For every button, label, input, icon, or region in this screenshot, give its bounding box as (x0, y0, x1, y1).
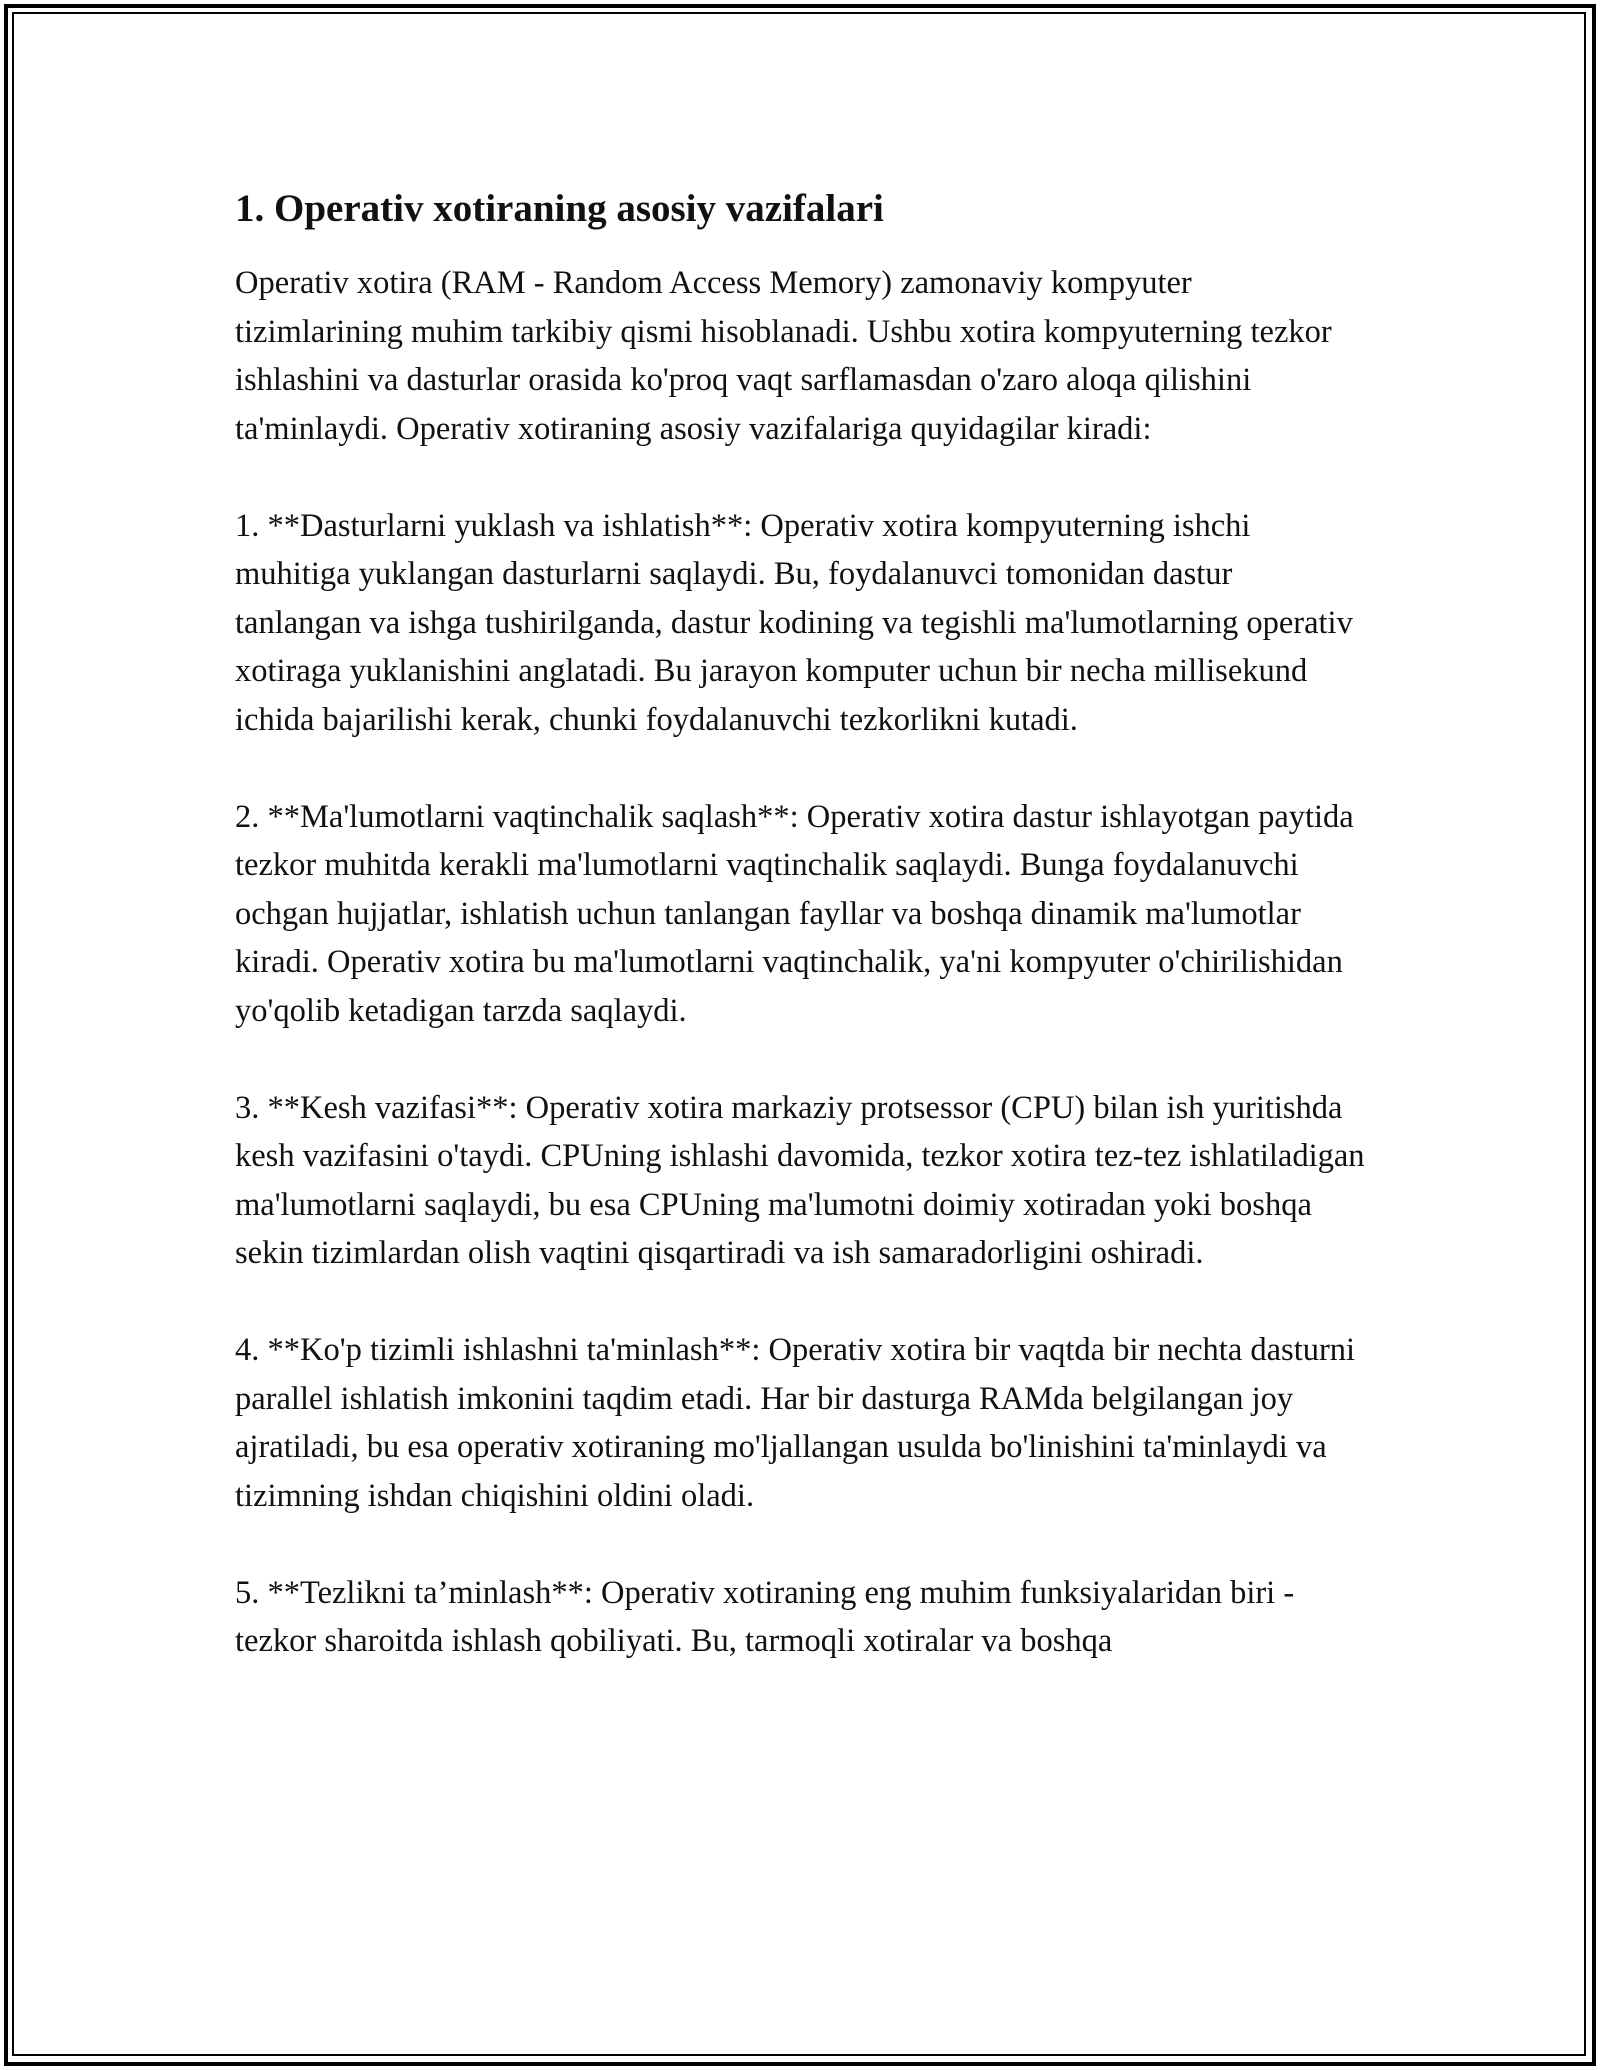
section-heading: 1. Operativ xotiraning asosiy vazifalari (235, 187, 884, 230)
item-1-paragraph: 1. **Dasturlarni yuklash va ishlatish**: Operativ xotira kompyuterning ishchi muhitiga yuklangan dasturlarni saqlaydi. Bu, foydalanuvci tomonidan dastur tanlangan va ishga tushirilganda, dastur kodining va tegishli ma'lumotlarning operativ xotiraga yuklanishini anglatadi. Bu jarayon komputer uchun bir necha millisekund ichida bajarilishi kerak, chunki foydalanuvchi tezkorlikni kutadi. (235, 507, 1353, 738)
item-4-paragraph: 4. **Ko'p tizimli ishlashni ta'minlash**: Operativ xotira bir vaqtda bir nechta dasturni parallel ishlatish imkonini taqdim etadi. Har bir dasturga RAMda belgilangan joy ajratiladi, bu esa operativ xotiraning mo'ljallangan usulda bo'linishini ta'minlaydi va tizimning ishdan chiqishini oldini oladi. (235, 1332, 1356, 1514)
item-2-paragraph: 2. **Ma'lumotlarni vaqtinchalik saqlash**: Operativ xotira dastur ishlayotgan paytida tezkor muhitda kerakli ma'lumotlarni vaqtinchalik saqlaydi. Bunga foydalanuvchi ochgan hujjatlar, ishlatish uchun tanlangan fayllar va boshqa dinamik ma'lumotlar kiradi. Operativ xotira bu ma'lumotlarni vaqtinchalik, ya'ni kompyuter o'chirilishidan yo'qolib ketadigan tarzda saqlaydi. (235, 798, 1354, 1029)
item-5-paragraph: 5. **Tezlikni ta’minlash**: Operativ xotiraning eng muhim funksiyalaridan biri - tezkor sharoitda ishlash qobiliyati. Bu, tarmoqli xotiralar va boshqa (235, 1574, 1295, 1659)
document-body (235, 185, 1365, 1714)
intro-paragraph: Operativ xotira (RAM - Random Access Memory) zamonaviy kompyuter tizimlarining muhim tarkibiy qismi hisoblanadi. Ushbu xotira kompyuterning tezkor ishlashini va dasturlar orasida ko'proq vaqt sarflamasdan o'zaro aloqa qilishini ta'minlaydi. Operativ xotiraning asosiy vazifalariga quyidagilar kiradi: (235, 265, 1332, 447)
item-3-paragraph: 3. **Kesh vazifasi**: Operativ xotira markaziy protsessor (CPU) bilan ish yuritishda kesh vazifasini o'taydi. CPUning ishlashi davomida, tezkor xotira tez-tez ishlatiladigan ma'lumotlarni saqlaydi, bu esa CPUning ma'lumotni doimiy xotiradan yoki boshqa sekin tizimlardan olish vaqtini qisqartiradi va ish samaradorligini oshiradi. (235, 1089, 1365, 1271)
